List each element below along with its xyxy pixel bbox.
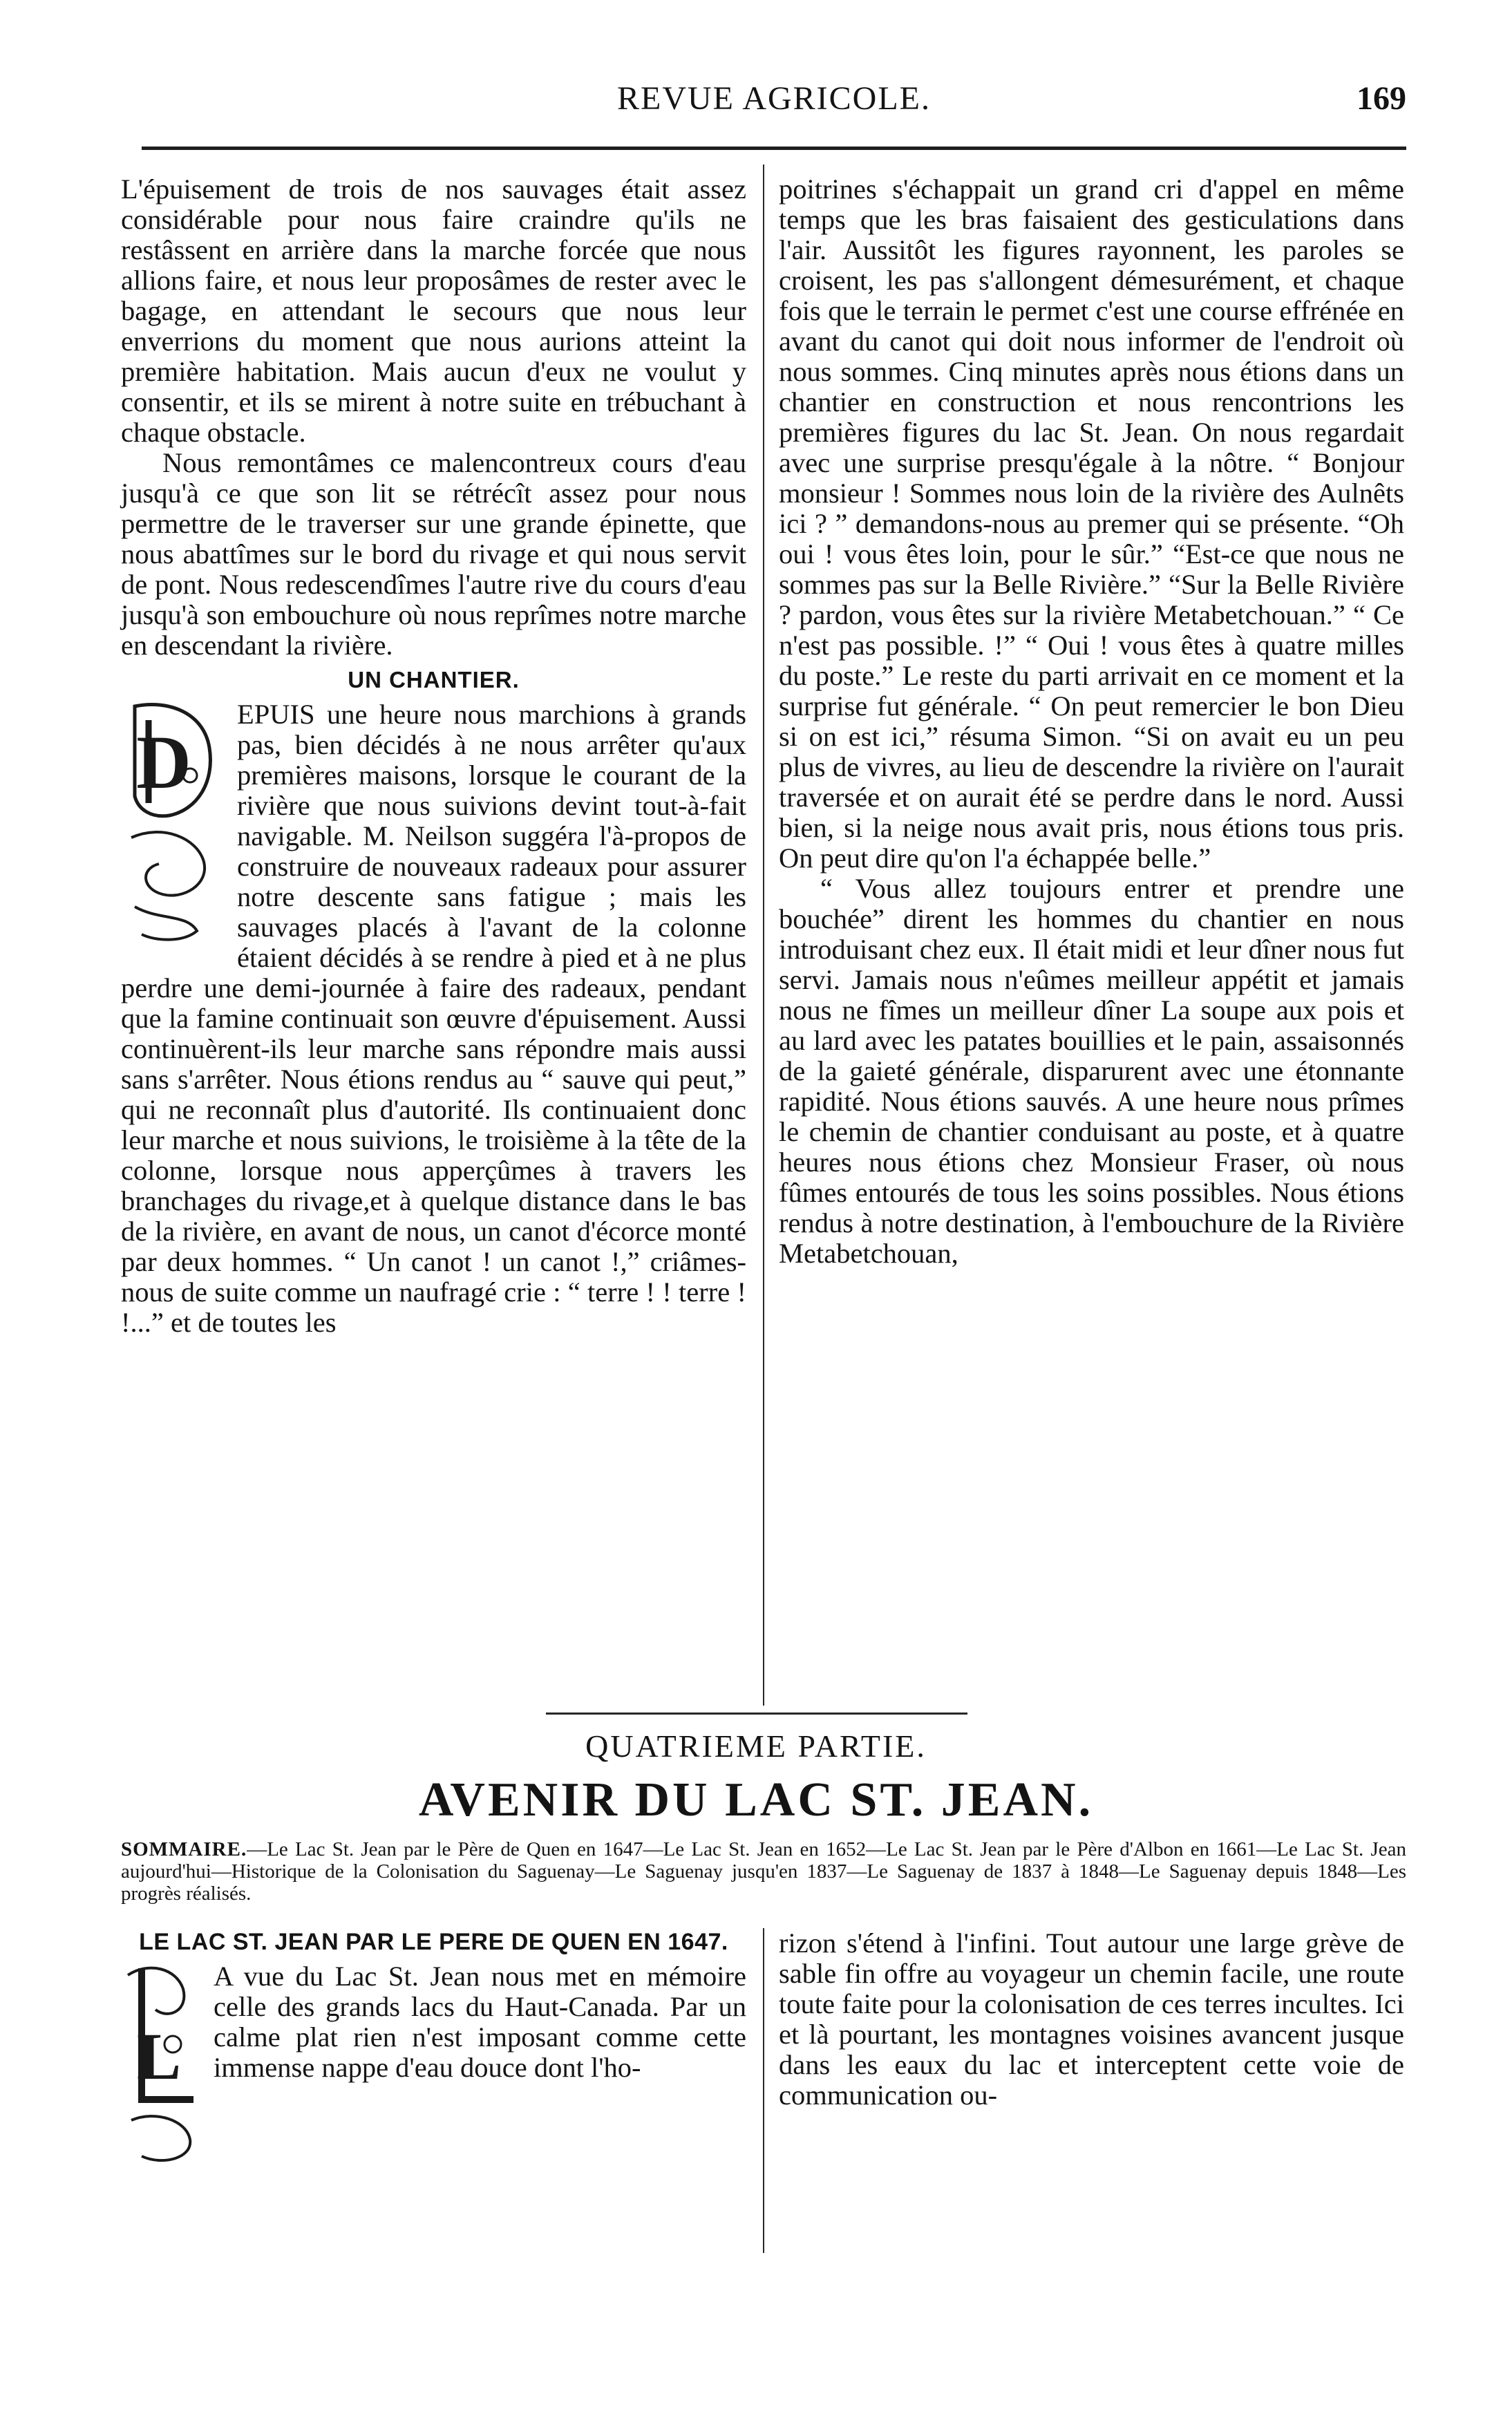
summary-label: SOMMAIRE.	[121, 1838, 247, 1860]
ornamental-initial-d	[121, 699, 225, 948]
dropcap-letter: D	[136, 720, 191, 804]
chapter-title: AVENIR DU LAC ST. JEAN.	[418, 1773, 1094, 1827]
column-divider-lower	[763, 1928, 764, 2253]
dropcap-letter: L	[136, 2019, 182, 2093]
paragraph: rizon s'étend à l'infini. Tout autour une large grève de sable fin offre au voyageur un chemin facile, une route toute faite pour la colonisation de ces terres incultes. Ici et là pourtant, les montagnes voisines avancent jusque dans les eaux du lac et interceptent cette voie de communication ou-	[779, 1927, 1404, 2111]
page-header	[142, 79, 1406, 128]
paragraph: Nous remontâmes ce malencontreux cours d'eau jusqu'à ce que son lit se rétrécît assez pour nous permettre de le traverser sur une grande épinette, que nous abattîmes sur le bord du rivage et qui nous servit de pont. Nous redescendîmes l'autre rive du cours d'eau jusqu'à son embouchure où nous reprîmes notre marche en descendant la rivière.	[121, 447, 746, 661]
paragraph: L'épuisement de trois de nos sauvages était assez considérable pour nous faire craindre qu'ils ne restâssent en arrière dans la marche forcée que nous allions faire, et nous leur proposâmes de rester avec le bagage, en attendant le secours que nous leur enverrions du moment que nous aurions atteint la première habitation. Mais aucun d'eux ne voulut y consentir, et ils se mirent à notre suite en trébuchant à chaque obstacle.	[121, 173, 746, 448]
lower-left-column	[121, 1928, 746, 2169]
subsection-heading: LE LAC ST. JEAN PAR LE PERE DE QUEN EN 1647.	[139, 1929, 728, 1955]
summary-text: —Le Lac St. Jean par le Père de Quen en 1647—Le Lac St. Jean en 1652—Le Lac St. Jean par le Père d'Albon en 1661—Le Lac St. Jean aujourd'hui—Historique de la Colonisation du Saguenay—Le Saguenay jusqu'en 1837—Le Saguenay de 1837 à 1848—Le Saguenay depuis 1848—Les progrès réalisés.	[121, 1838, 1406, 1905]
section-rule	[546, 1713, 967, 1715]
dropcap-paragraph-text: EPUIS une heure nous marchions à grands pas, bien décidés à ne nous arrêter qu'aux premières maisons, lorsque le courant de la rivière que nous suivions devint tout-à-fait navigable. M. Neilson suggéra l'à-propos de construire de nouveaux radeaux pour assurer notre descente sans fatigue ; mais les sauvages placés à l'avant de la colonne étaient décidés à se rendre à pied et à ne plus perdre une demi-journée à faire des radeaux, pendant que la famine continuait son œuvre d'épuisement. Aussi continuèrent-ils leur marche sans répondre mais aussi sans s'arrêter. Nous étions rendus au “ sauve qui peut,” qui ne reconnaît plus d'autorité. Ils continuaient donc leur marche et nous suivions, le troisième à la tête de la colonne, lorsque nous apperçûmes à travers les branchages du rivage,et à quelque distance dans le bas de la rivière, en avant de nous, un canot d'écorce monté par deux hommes. “ Un canot ! un canot !,” criâmes-nous de suite comme un naufragé crie : “ terre ! ! terre ! !...” et de toutes les	[121, 699, 746, 1338]
paragraph-with-dropcap	[121, 1961, 746, 2093]
header-rule	[142, 147, 1406, 150]
ornamental-initial-l	[121, 1961, 204, 2169]
running-title: REVUE AGRICOLE.	[617, 80, 931, 117]
chapter-summary	[121, 1838, 1406, 1905]
paragraph-with-dropcap	[121, 699, 746, 1338]
left-column	[121, 174, 746, 1338]
lower-right-column	[779, 1928, 1404, 2111]
column-divider	[763, 164, 764, 1706]
part-title: QUATRIEME PARTIE.	[585, 1728, 927, 1764]
page-number: 169	[1357, 80, 1406, 117]
paragraph: poitrines s'échappait un grand cri d'appel en même temps que les bras faisaient des gesticulations dans l'air. Aussitôt les figures rayonnent, les paroles se croisent, les pas s'allongent démesurément, et chaque fois que le terrain le permet c'est une course effrénée en avant du canot qui doit nous informer de l'endroit où nous sommes. Cinq minutes après nous étions dans un chantier en construction et nous rencontrions les premières figures du lac St. Jean. On nous regardait avec une surprise presqu'égale à la nôtre. “ Bonjour monsieur ! Sommes nous loin de la rivière des Aulnêts ici ? ” demandons-nous au premer qui se présente. “Oh oui ! vous êtes loin, pour le sûr.” “Est-ce que nous ne sommes pas sur la Belle Rivière.” “Sur la Belle Rivière ? pardon, vous êtes sur la rivière Metabetchouan.” “ Ce n'est pas possible. !” “ Oui ! vous êtes à quatre milles du poste.” Le reste du parti arrivait en ce moment et la surprise fut générale. “ On peut remercier le bon Dieu si on est ici,” résuma Simon. “Si on avait eu un peu plus de vivres, au lieu de descendre la rivière on l'aurait traversée et on aurait été se perdre dans le nord. Aussi bien, si la neige nous avait pris, nous étions tous pris. On peut dire qu'on l'a échappée belle.”	[779, 173, 1404, 874]
section-heading: UN CHANTIER.	[348, 667, 520, 692]
paragraph: “ Vous allez toujours entrer et prendre une bouchée” dirent les hommes du chantier en nous introduisant chez eux. Il était midi et leur dîner nous fut servi. Jamais nous n'eûmes meilleur appétit et jamais nous ne fîmes un meilleur dîner La soupe aux pois et au lard avec les patates bouillies et le pain, assaisonnés de la gaieté générale, disparurent avec une étonnante rapidité. Nous étions sauvés. A une heure nous prîmes le chemin de chantier conduisant au poste, et à quatre heures nous étions chez Monsieur Fraser, où nous fûmes entourés de tous les soins possibles. Nous étions rendus à notre destination, à l'embouchure de la Rivière Metabetchouan,	[779, 873, 1404, 1269]
dropcap-paragraph-text: A vue du Lac St. Jean nous met en mémoire celle des grands lacs du Haut-Canada. Par un calme plat rien n'est imposant comme cette immense nappe d'eau douce dont l'ho-	[214, 1961, 746, 2083]
right-column	[779, 174, 1404, 1269]
